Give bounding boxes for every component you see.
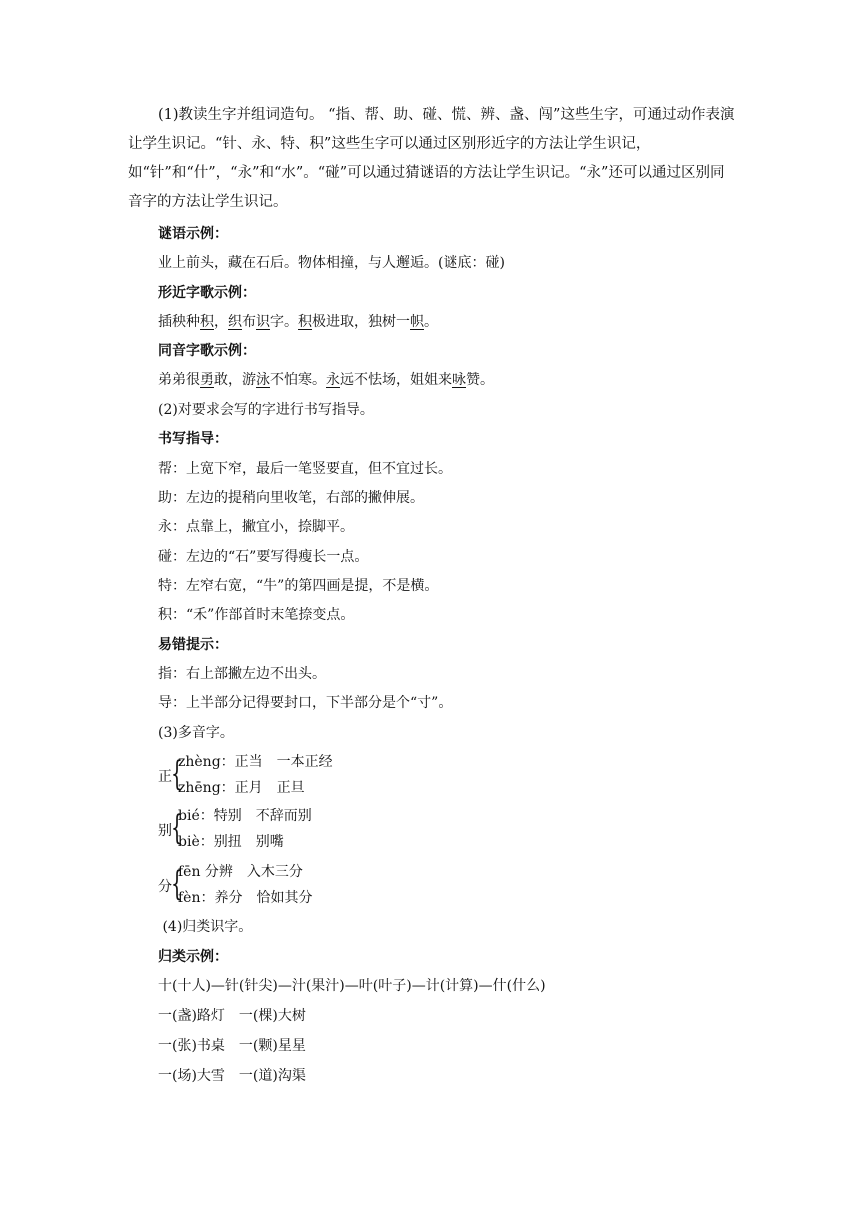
writing-item: 积：“禾”作部首时末笔捺变点。 [158, 607, 355, 623]
classify-item: 一(场)大雪 一(道)沟渠 [158, 1068, 306, 1084]
writing-item: 帮：上宽下窄，最后一笔竖要直，但不宜过长。 [158, 461, 452, 477]
polyphone-group-zheng [158, 752, 358, 800]
similar-heading: 形近字歌示例： [158, 285, 256, 301]
errors-heading: 易错提示： [158, 637, 228, 653]
writing-item: 特：左窄右宽，“牛”的第四画是提，不是横。 [158, 578, 439, 594]
writing-intro: (2)对要求会写的字进行书写指导。 [158, 402, 374, 418]
classify-item: 一(盏)路灯 一(棵)大树 [158, 1008, 306, 1024]
classify-heading: (4)归类识字。 [158, 919, 253, 935]
polyphone-reading: zhēng：正月 正旦 [178, 780, 305, 796]
polyphone-reading: bié：特别 不辞而别 [178, 808, 312, 824]
polyphone-reading: fēn 分辨 入木三分 [178, 864, 303, 880]
polyphone-reading: biè：别扭 别嘴 [178, 834, 284, 850]
classify-subheading: 归类示例： [158, 949, 228, 965]
brace-icon: { [171, 754, 183, 794]
polyphone-char: 分 [158, 879, 172, 895]
error-item: 指：右上部撇左边不出头。 [158, 666, 326, 682]
homophone-heading: 同音字歌示例： [158, 343, 256, 359]
classify-item: 一(张)书桌 一(颗)星星 [158, 1038, 306, 1054]
writing-item: 助：左边的提稍向里收笔，右部的撇伸展。 [158, 490, 424, 506]
polyphone-reading: zhèng：正当 一本正经 [178, 754, 333, 770]
polyphone-reading: fèn：养分 恰如其分 [178, 890, 313, 906]
writing-heading: 书写指导： [158, 431, 228, 447]
riddle-text: 业上前头，藏在石后。物体相撞，与人邂逅。(谜底：碰) [158, 255, 505, 271]
classify-item: 十(十人)—针(针尖)—汁(果汁)—叶(叶子)—计(计算)—什(什么) [158, 978, 546, 994]
brace-icon: { [171, 808, 183, 848]
homophone-text: 弟弟很勇敢，游泳不怕寒。永远不怯场，姐姐来咏赞。 [158, 372, 494, 388]
intro-paragraph: (1)教读生字并组词造句。 “指、帮、助、碰、慌、辨、盏、闯”这些生字，可通过动作表演让学生识记。“针、永、特、积”这些生字可以通过区别形近字的方法让学生识记，如“针”和“什”，“永”和“水”。“碰”可以通过猜谜语的方法让学生识记。“永”还可以通过区别同音字的方法让学生识记。 [128, 107, 735, 210]
writing-item: 永：点靠上，撇宜小，捺脚平。 [158, 519, 354, 535]
brace-icon: { [171, 864, 183, 904]
writing-item: 碰：左边的“石”要写得瘦长一点。 [158, 549, 369, 565]
similar-text: 插秧种积，织布识字。积极进取，独树一帜。 [158, 314, 438, 330]
polyphone-group-bie [158, 806, 358, 854]
polyphone-group-fen [158, 862, 358, 910]
polyphone-heading: (3)多音字。 [158, 725, 234, 741]
error-item: 导：上半部分记得要封口，下半部分是个“寸”。 [158, 695, 453, 711]
polyphone-char: 别 [158, 823, 172, 839]
riddle-heading: 谜语示例： [158, 226, 228, 242]
polyphone-char: 正 [158, 769, 172, 785]
